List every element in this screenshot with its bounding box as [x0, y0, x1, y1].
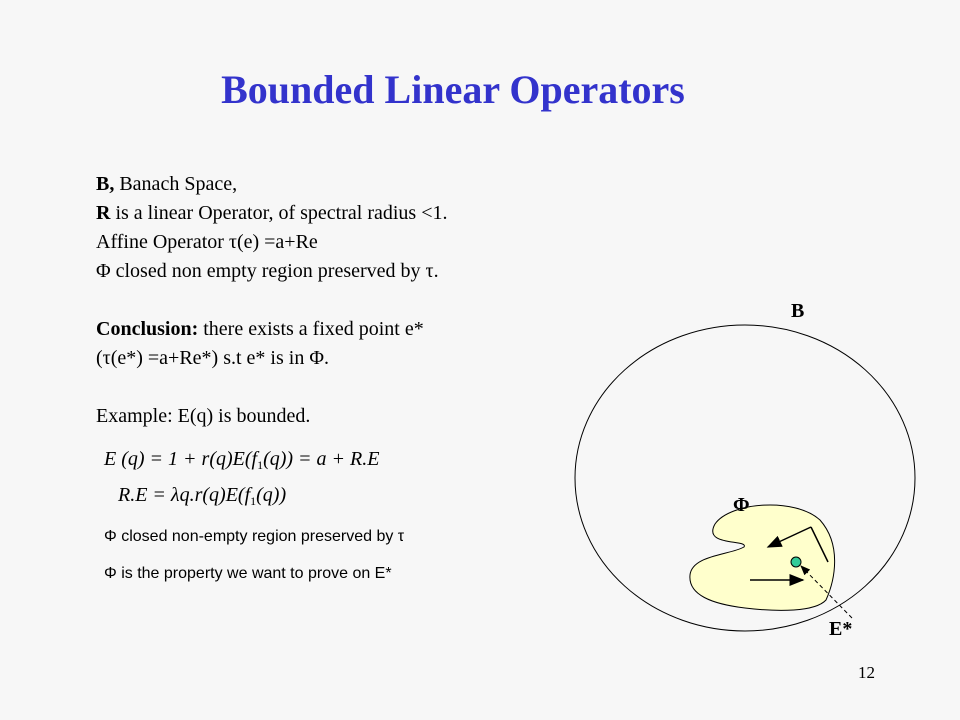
equation-1-subscript: 1	[257, 458, 264, 472]
slide-title: Bounded Linear Operators	[221, 67, 685, 112]
statement-banach-text: Banach Space,	[114, 173, 238, 195]
equation-1-left: E (q) = 1 + r(q)E(f	[104, 448, 258, 470]
conclusion-line-2: (τ(e*) =a+Re*) s.t e* is in Φ.	[96, 347, 329, 369]
symbol-r: R	[96, 202, 111, 224]
phi-region	[690, 505, 835, 610]
equation-2-left: R.E = λq.r(q)E(f	[118, 484, 251, 506]
conclusion-label: Conclusion:	[96, 318, 199, 340]
label-b: B	[791, 300, 805, 322]
equation-1-right: (q)) = a + R.E	[263, 448, 380, 470]
label-e-star: E*	[829, 618, 853, 640]
equation-2-subscript: 1	[250, 494, 257, 508]
statement-affine: Affine Operator τ(e) =a+Re	[96, 231, 318, 253]
example-line: Example: E(q) is bounded.	[96, 405, 311, 427]
phi-statement-2: Φ is the property we want to prove on E*	[104, 565, 392, 582]
page-number: 12	[858, 663, 875, 682]
equation-2-right: (q))	[256, 484, 287, 506]
symbol-b: B,	[96, 173, 115, 195]
fixed-point-dot	[791, 557, 801, 567]
statement-region: Φ closed non empty region preserved by τ.	[96, 260, 439, 282]
label-phi: Φ	[733, 494, 750, 516]
phi-statement-1: Φ closed non-empty region preserved by τ	[104, 528, 405, 545]
statement-operator-text: is a linear Operator, of spectral radius <1.	[110, 202, 448, 224]
conclusion-text: there exists a fixed point e*	[198, 318, 424, 340]
